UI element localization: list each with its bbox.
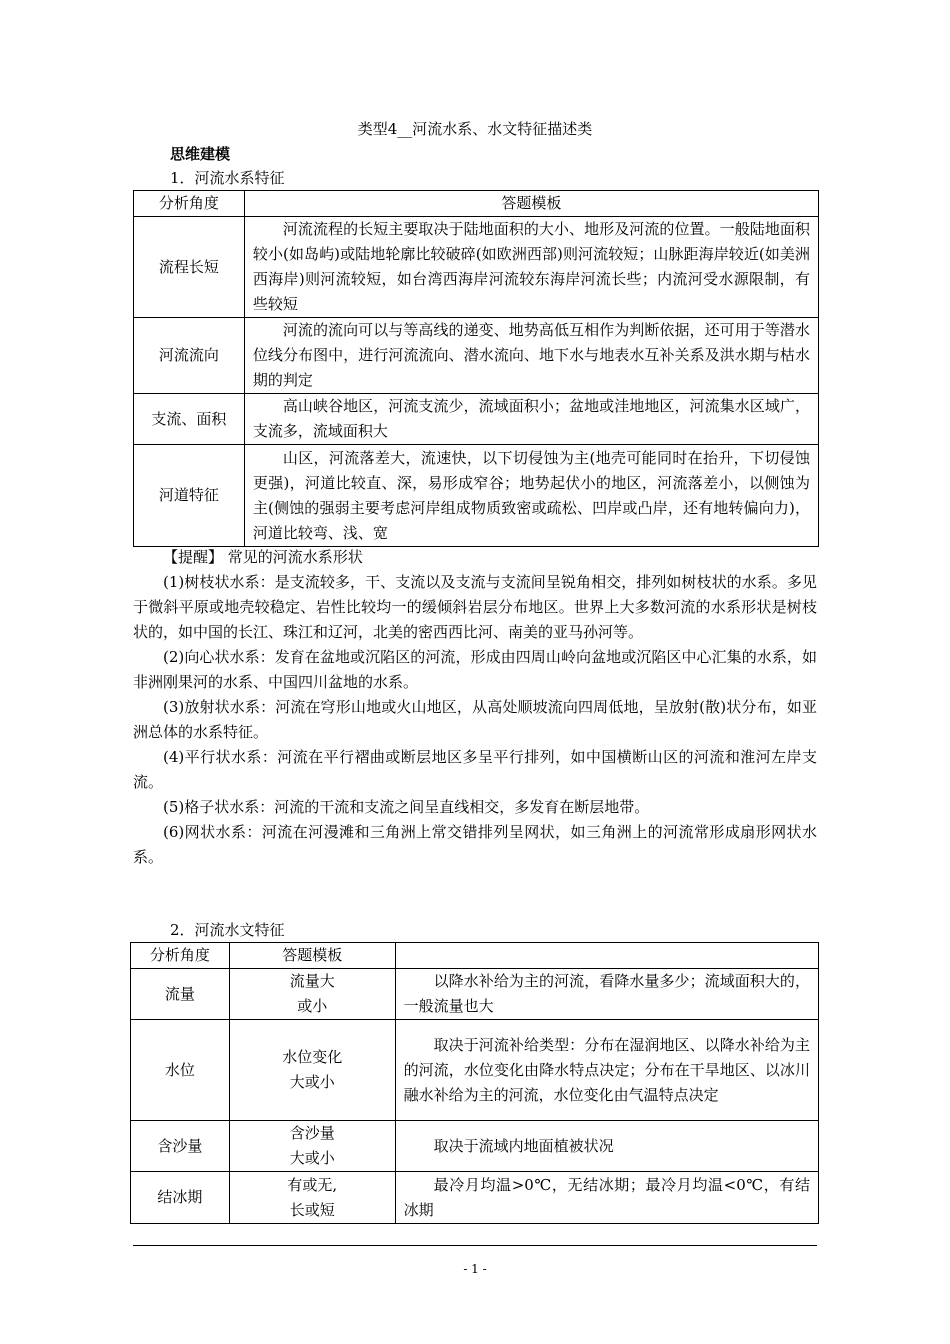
row-template: 以降水补给为主的河流，看降水量多少；流域面积大的，一般流量也大: [395, 969, 818, 1020]
table-row: [131, 1172, 819, 1224]
river-system-table: [133, 190, 819, 547]
row-angle: 支流、面积: [134, 394, 245, 445]
reminder-item: (4)平行状水系：河流在平行褶曲或断层地区多呈平行排列，如中国横断山区的河流和淮河左岸支流。: [133, 748, 817, 791]
row-angle: 流量: [131, 969, 230, 1020]
header-empty: [395, 943, 818, 969]
reminder-block: [133, 545, 817, 870]
reminder-heading: [133, 545, 817, 570]
feature-line: 流量大: [289, 972, 335, 990]
table-header-row: [134, 191, 819, 217]
feature-line: 或小: [297, 997, 328, 1015]
table-row: [134, 445, 819, 547]
header-angle: 分析角度: [134, 191, 245, 217]
row-template: 取决于河流补给类型：分布在湿润地区、以降水补给为主的河流，水位变化由降水特点决定；分布在干旱地区、以冰川融水补给为主的河流，水位变化由气温特点决定: [395, 1020, 818, 1121]
feature-line: 长或短: [289, 1200, 335, 1219]
page-title: 类型4__河流水系、水文特征描述类: [357, 120, 593, 138]
feature-line: 含沙量: [289, 1124, 335, 1142]
table-row: [131, 969, 819, 1020]
row-template: 河流的流向可以与等高线的递变、地势高低互相作为判断依据，还可用于等潜水位线分布图中，进行河流流向、潜水流向、地下水与地表水互补关系及洪水期与枯水期的判定: [244, 318, 818, 394]
reminder-item: (1)树枝状水系：是支流较多，干、支流以及支流与支流间呈锐角相交，排列如树枝状的水系。多见于微斜平原或地壳较稳定、岩性比较均一的缓倾斜岩层分布地区。世界上大多数河流的水系形状是树枝状的，如中国的长江、珠江和辽河，北美的密西西比河、南美的亚马孙河等。: [133, 573, 817, 641]
page-number: - 1 -: [463, 1262, 487, 1276]
table-row: [134, 217, 819, 318]
feature-line: 大或小: [289, 1149, 335, 1167]
table-row: [134, 318, 819, 394]
hydrology-table: [130, 942, 819, 1224]
reminder-item: (2)向心状水系：发育在盆地或沉陷区的河流，形成由四周山岭向盆地或沉陷区中心汇集的水系，如非洲刚果河的水系、中国四川盆地的水系。: [133, 648, 817, 691]
row-angle: 结冰期: [131, 1172, 230, 1224]
section2-title: 2．河流水文特征: [170, 921, 285, 939]
reminder-item: (6)网状水系：河流在河漫滩和三角洲上常交错排列呈网状，如三角洲上的河流常形成扇形网状水系。: [133, 823, 817, 866]
reminder-title: 常见的河流水系形状: [227, 548, 363, 566]
table-row: [131, 1121, 819, 1172]
row-angle: 水位: [131, 1020, 230, 1121]
row-angle: 河流流向: [134, 318, 245, 394]
section-heading: 思维建模: [170, 145, 231, 163]
row-angle: 河道特征: [134, 445, 245, 547]
reminder-label: 【提醒】: [163, 548, 224, 566]
row-feature: [229, 969, 395, 1020]
reminder-item: (5)格子状水系：河流的干流和支流之间呈直线相交，多发育在断层地带。: [163, 798, 650, 816]
row-template: 河流流程的长短主要取决于陆地面积的大小、地形及河流的位置。一般陆地面积较小(如岛屿)或陆地轮廓比较破碎(如欧洲西部)则河流较短；山脉距海岸较近(如美洲西海岸)则河流较短，如台湾西海岸河流较东海岸河流长些；内流河受水源限制，有些较短: [244, 217, 818, 318]
row-feature: [229, 1121, 395, 1172]
reminder-item: (3)放射状水系：河流在穹形山地或火山地区，从高处顺坡流向四周低地，呈放射(散)状分布，如亚洲总体的水系特征。: [133, 698, 817, 741]
row-template: 高山峡谷地区，河流支流少，流域面积小；盆地或洼地地区，河流集水区域广，支流多，流域面积大: [244, 394, 818, 445]
header-template: 答题模板: [244, 191, 818, 217]
section1-title: 1．河流水系特征: [170, 169, 285, 187]
row-angle: 含沙量: [131, 1121, 230, 1172]
row-template: 山区，河流落差大，流速快，以下切侵蚀为主(地壳可能同时在抬升，下切侵蚀更强)，河道比较直、深，易形成窄谷；地势起伏小的地区，河流落差小，以侧蚀为主(侧蚀的强弱主要考虑河岸组成物质致密或疏松、凹岸或凸岸，还有地转偏向力)，河道比较弯、浅、宽: [244, 445, 818, 547]
row-feature: [229, 1020, 395, 1121]
feature-line: 有或无,: [287, 1175, 338, 1194]
row-feature: [229, 1172, 395, 1224]
header-template: 答题模板: [229, 943, 395, 969]
footer-divider: [133, 1245, 817, 1246]
table-row: [134, 394, 819, 445]
feature-line: 大或小: [289, 1073, 335, 1091]
row-template: 最冷月均温>0℃，无结冰期；最冷月均温<0℃，有结冰期: [395, 1172, 818, 1224]
table-header-row: [131, 943, 819, 969]
feature-line: 水位变化: [282, 1048, 343, 1066]
row-angle: 流程长短: [134, 217, 245, 318]
header-angle: 分析角度: [131, 943, 230, 969]
table-row: [131, 1020, 819, 1121]
row-template: 取决于流域内地面植被状况: [395, 1121, 818, 1172]
